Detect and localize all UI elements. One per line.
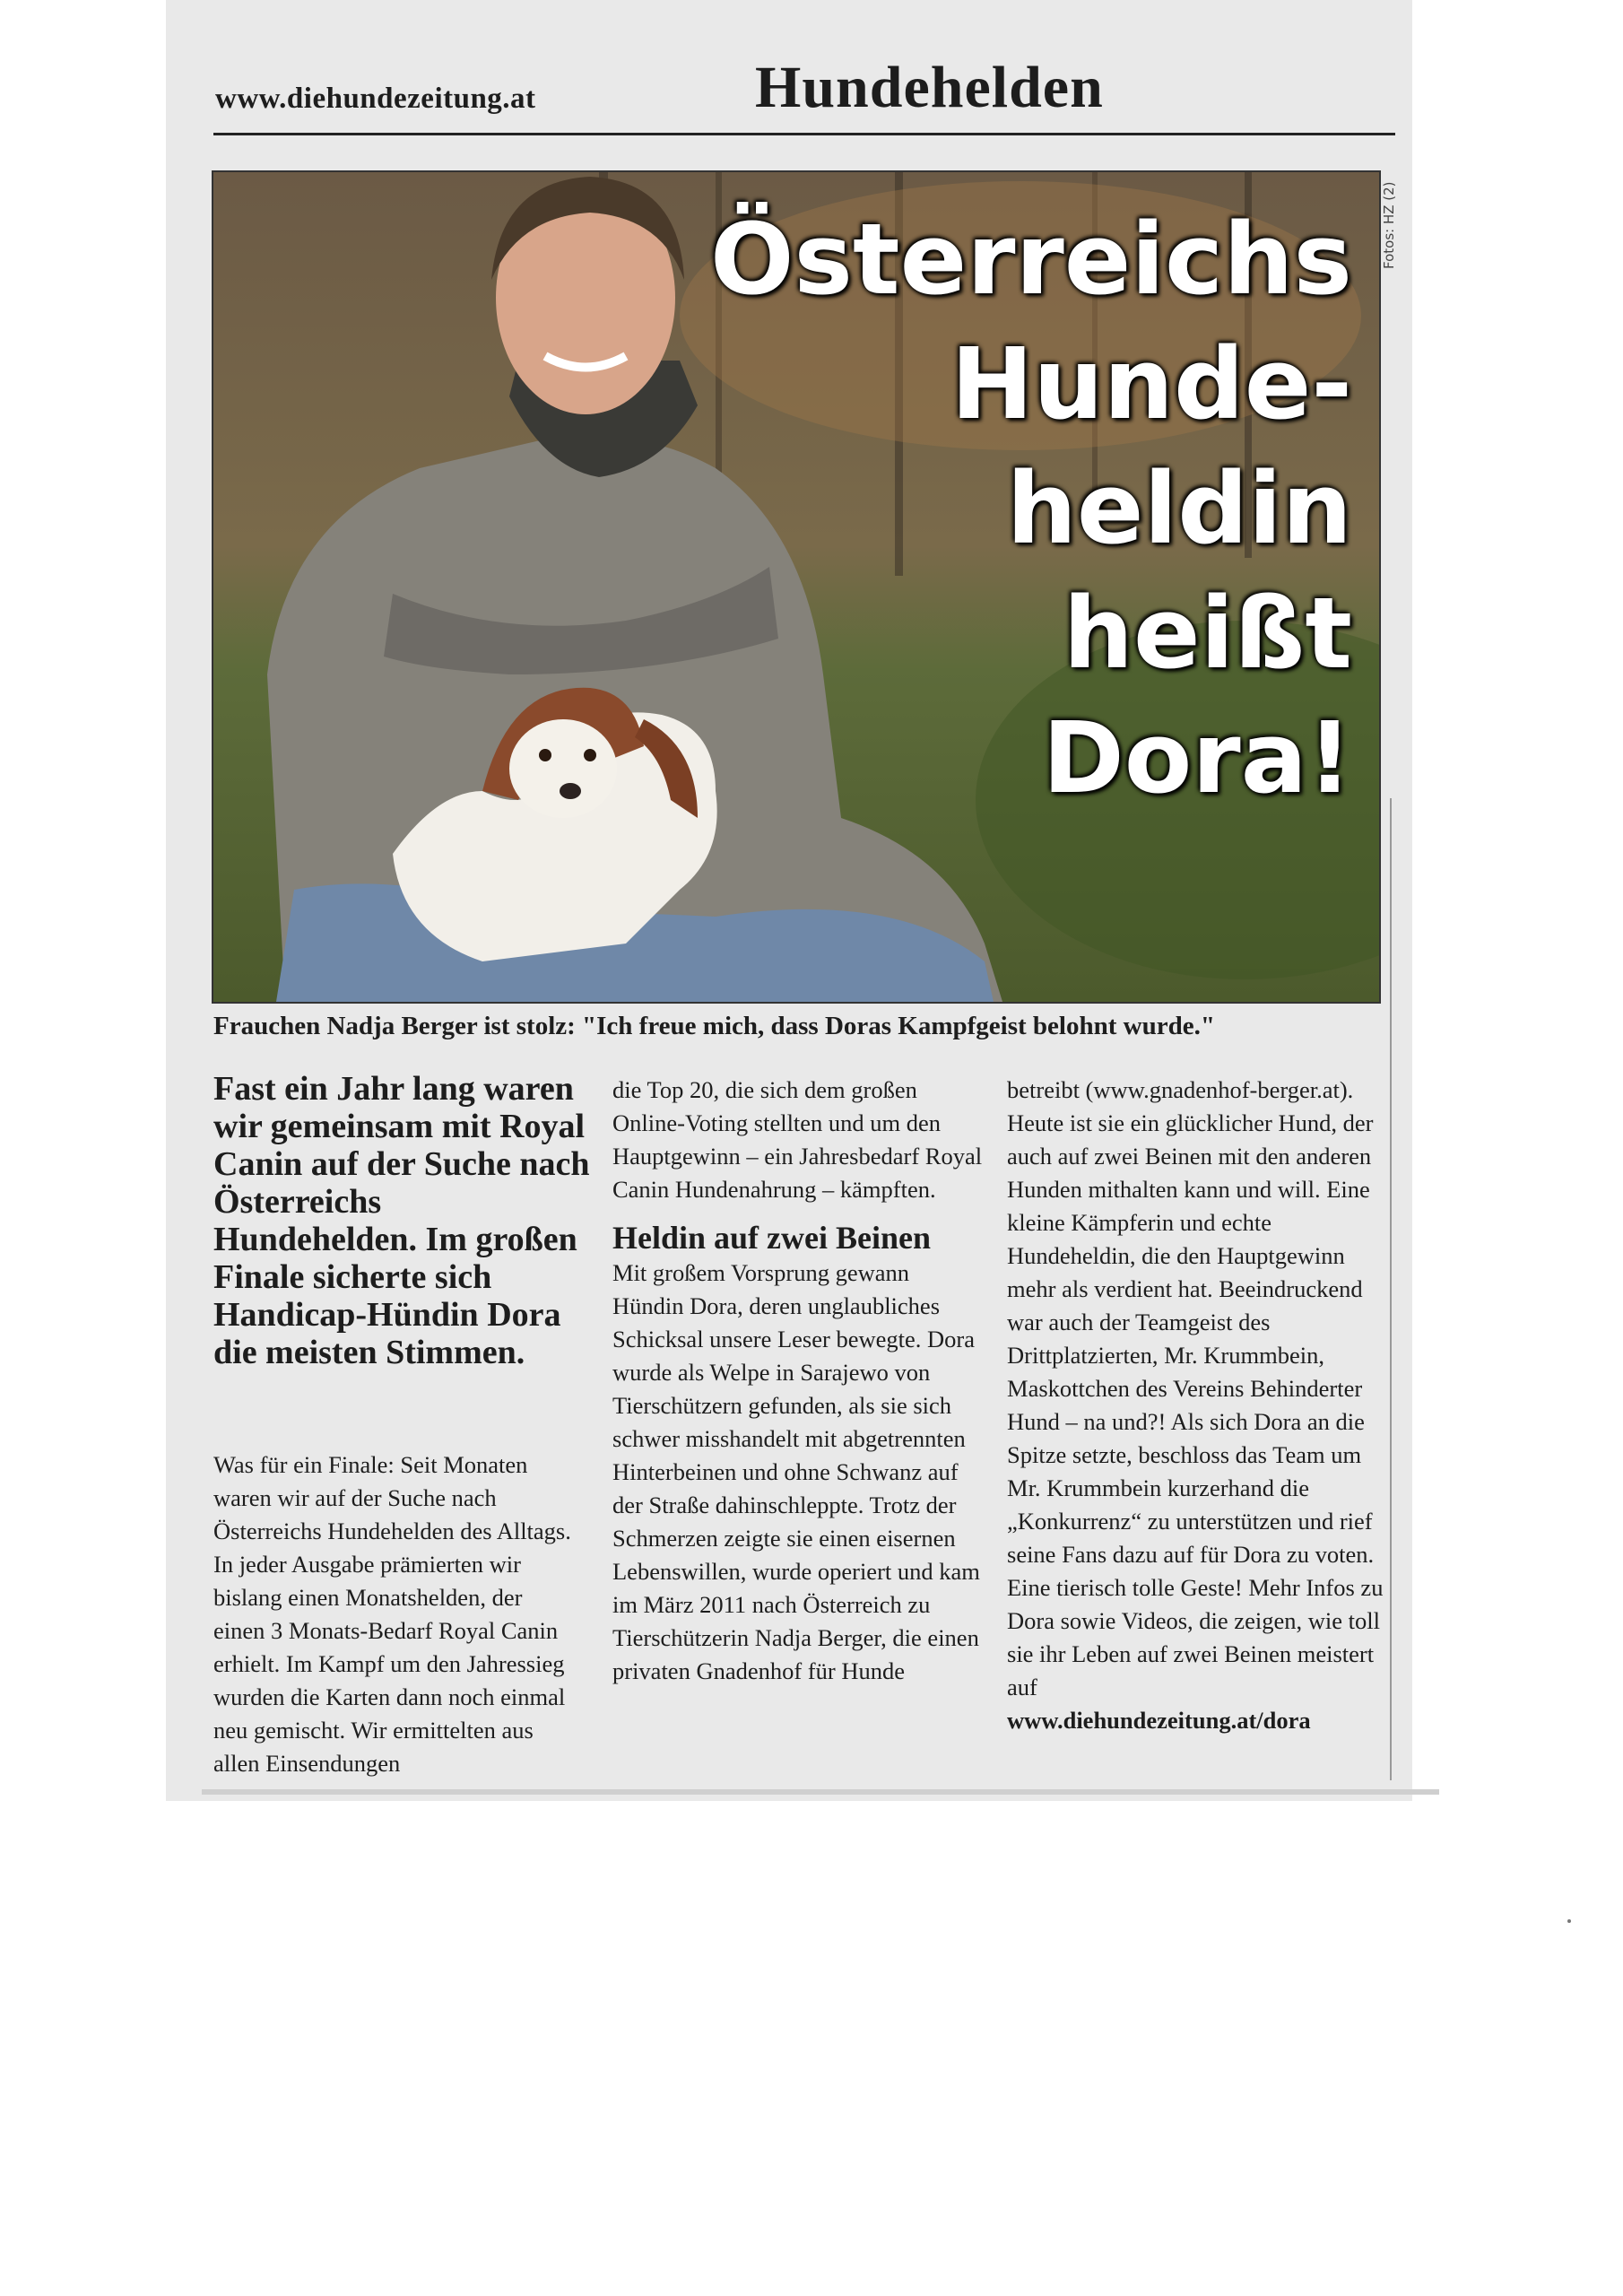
headline — [710, 197, 1352, 821]
header-rule — [213, 133, 1395, 135]
headline-line-3: heldin — [1006, 451, 1352, 566]
subheading: Heldin auf zwei Beinen — [612, 1220, 932, 1256]
article-column-2 — [612, 1074, 985, 1688]
article-link[interactable]: www.diehundezeitung.at/dora — [1007, 1707, 1311, 1734]
column-rule — [1390, 798, 1392, 1780]
clipping-bottom-edge — [202, 1789, 1439, 1795]
scan-speck — [1567, 1919, 1571, 1923]
photo-credit: Fotos: HZ (2) — [1381, 181, 1397, 269]
article-column-1 — [213, 1448, 572, 1780]
article-column-3 — [1007, 1074, 1384, 1737]
body-paragraph-2: die Top 20, die sich dem großen Online-Voting stellten und um den Hauptgewinn – ein Jahresbedarf Royal Canin Hundenahrung – kämpften. — [612, 1076, 983, 1203]
body-paragraph-3: Mit großem Vorsprung gewann Hündin Dora, deren unglaubliches Schicksal unsere Leser bewegte. Dora wurde als Welpe in Sarajewo von Tierschützern gefunden, als sie sich schwer misshandelt mit abgetrennten Hinterbeinen und ohne Schwanz auf der Straße dahinschleppte. Trotz der Schmerzen zeigte sie einen eisernen Lebenswillen, wurde operiert und kam im März 2011 nach Österreich zu Tierschützerin Nadja Berger, die einen privaten Gnadenhof für Hunde — [612, 1259, 980, 1684]
body-paragraph-1: Was für ein Finale: Seit Monaten waren wir auf der Suche nach Österreichs Hundehelden des Alltags. In jeder Ausgabe prämierten wir bislang einen Monatshelden, der einen 3 Monats-Bedarf Royal Canin erhielt. Im Kampf um den Jahressieg wurden die Karten dann noch einmal neu gemischt. Wir ermittelten aus allen Einsendungen — [213, 1451, 571, 1777]
photo-caption: Frauchen Nadja Berger ist stolz: "Ich freue mich, dass Doras Kampfgeist belohnt wurde." — [213, 1012, 1215, 1040]
article-lede: Fast ein Jahr lang waren wir gemeinsam mit Royal Canin auf der Suche nach Österreichs Hundehelden. Im großen Finale sicherte sich Handicap-Hündin Dora die meisten Stimmen. — [213, 1070, 590, 1371]
section-title: Hundehelden — [755, 55, 1104, 120]
headline-line-1: Österreichs — [710, 202, 1352, 317]
header-url: www.diehundezeitung.at — [215, 83, 536, 115]
headline-line-2: Hunde- — [950, 326, 1352, 441]
headline-line-4: heißt — [1063, 576, 1352, 691]
article-photo — [212, 170, 1381, 1004]
body-paragraph-4: betreibt (www.gnadenhof-berger.at). Heute ist sie ein glücklicher Hund, der auch auf zwei Beinen mit den anderen Hunden mithalten kann und will. Eine kleine Kämpferin und echte Hundeheldin, die den Hauptgewinn mehr als verdient hat. Beeindruckend war auch der Teamgeist des Drittplatzierten, Mr. Krummbein, Maskottchen des Vereins Behinderter Hund – na und?! Als sich Dora an die Spitze setzte, beschloss das Team um Mr. Krummbein kurzerhand die „Konkurrenz“ zu unterstützen und rief seine Fans dazu auf für Dora zu voten. Eine tierisch tolle Geste! Mehr Infos zu Dora sowie Videos, die zeigen, wie toll sie ihr Leben auf zwei Beinen meistert auf — [1007, 1076, 1384, 1700]
headline-line-5: Dora! — [1042, 700, 1352, 815]
